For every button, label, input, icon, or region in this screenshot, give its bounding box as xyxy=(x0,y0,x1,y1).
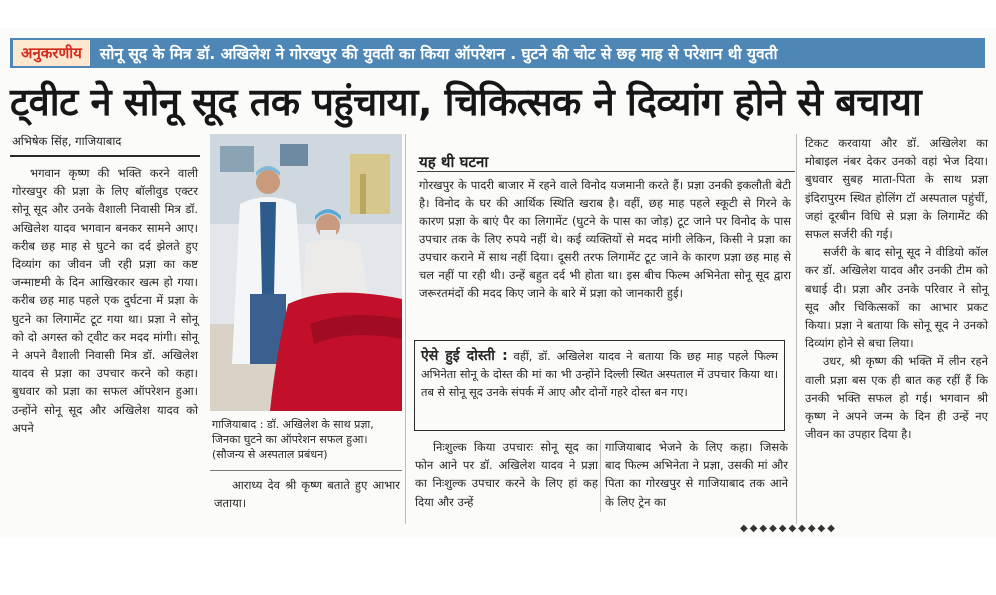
column-divider xyxy=(796,134,797,524)
kicker-bar xyxy=(10,38,985,68)
article-column-2 xyxy=(214,476,400,512)
article-column-3a xyxy=(415,438,598,511)
friendship-box-heading: ऐसे हुई दोस्ती : xyxy=(421,348,508,364)
friendship-box xyxy=(414,340,785,431)
column-4-paragraph: टिकट करवाया और डॉ. अखिलेश का मोबाइल नंबर देकर उनको वहां भेज दिया। बुधवार सुबह माता-पिता के साथ प्रज्ञा इंदिरापुरम स्थित होलिंग टॉ अस्पताल पहुंचीं, जहां दूरबीन विधि से प्रज्ञा के लिगामेंट की सफल सर्जरी की गई। xyxy=(805,136,988,242)
column-3b-text: गाजियाबाद भेजने के लिए कहा। जिसके बाद फिल्म अभिनेता ने प्रज्ञा, उसकी मां और पिता का गोरखपुर से गाजियाबाद तक आने के लिए ट्रेन का xyxy=(605,440,788,509)
section-heading: यह थी घटना xyxy=(419,153,489,171)
column-4-paragraph: सर्जरी के बाद सोनू सूद ने वीडियो कॉल कर डॉ. अखिलेश यादव और उनकी टीम को बधाई दी। प्रज्ञा और उनके परिवार ने सोनू सूद और चिकित्सकों का आभार प्रकट किया। प्रज्ञा ने बताया कि सोनू सूद ने उनको दिव्यांग होने से बचा लिया। xyxy=(805,245,988,351)
kicker-text: सोनू सूद के मित्र डॉ. अखिलेश ने गोरखपुर की युवती का किया ऑपरेशन . घुटने की चोट से छह माह से परेशान थी युवती xyxy=(99,45,778,63)
kicker-tag: अनुकरणीय xyxy=(13,40,90,66)
byline: अभिषेक सिंह, गाजियाबाद xyxy=(12,134,122,148)
column-divider xyxy=(405,134,406,524)
article-end-marker: ◆◆◆◆◆◆◆◆◆◆ xyxy=(740,523,837,534)
section-body xyxy=(419,176,791,302)
caption-rule xyxy=(210,470,402,471)
article-column-4 xyxy=(805,134,988,443)
byline-rule xyxy=(10,155,200,157)
news-photo xyxy=(210,134,402,411)
bottom-strip xyxy=(0,538,996,595)
article-column-3b xyxy=(605,438,788,511)
friendship-box-content xyxy=(421,347,778,402)
column-4-paragraph: उधर, श्री कृष्ण की भक्ति में लीन रहने वाली प्रज्ञा बस एक ही बात कह रहीं हैं कि उनकी भक्ति सफल हो गई। भगवान श्री कृष्ण ने अपने जन्म के दिन ही उन्हें नए जीवन का उपहार दिया है। xyxy=(805,354,988,442)
friendship-box-text: वहीं, डॉ. अखिलेश यादव ने बताया कि छह माह पहले फिल्म अभिनेता सोनू के दोस्त की मां का भी उन्होंने दिल्ली स्थित अस्पताल में उपचार किया था। तब से सोनू सूद उनके संपर्क में आए और दोनों गहरे दोस्त बन गए। xyxy=(421,350,778,399)
photo-doctor-patient-icon xyxy=(210,134,402,411)
photo-caption: गाजियाबाद : डॉ. अखिलेश के साथ प्रज्ञा, जिनका घुटने का ऑपरेशन सफल हुआ। (सौजन्य से अस्पताल प्रबंधन) xyxy=(212,418,374,461)
column-1-text: भगवान कृष्ण की भक्ति करने वाली गोरखपुर की प्रज्ञा के लिए बॉलीवुड एक्टर सोनू सूद और उनके वैशाली निवासी मित्र डॉ. अखिलेश यादव भगवान बनकर सामने आए। करीब छह माह से घुटने का दर्द झेलते हुए दिव्यांग का जीवन जी रही प्रज्ञा का कष्ट जन्माष्टमी के दिन आखिरकार खत्म हो गया। करीब छह माह पहले एक दुर्घटना में प्रज्ञा के घुटने का लिगामेंट टूट गया था। प्रज्ञा ने सोनू को दो अगस्त को ट्वीट कर मदद मांगी। सोनू ने अपने वैशाली निवासी मित्र डॉ. अखिलेश यादव से प्रज्ञा का उपचार करने को कहा। बुधवार को प्रज्ञा का सफल ऑपरेशन हुआ। उन्होंने सोनू सूद और अखिलेश यादव को अपने xyxy=(12,166,198,435)
column-divider xyxy=(600,440,601,512)
article-column-1 xyxy=(12,164,198,437)
top-strip xyxy=(0,0,996,28)
headline: ट्वीट ने सोनू सूद तक पहुंचाया, चिकित्सक ने दिव्यांग होने से बचाया xyxy=(10,80,922,124)
column-3a-text: निःशुल्क किया उपचारः सोनू सूद का फोन आने पर डॉ. अखिलेश यादव ने प्रज्ञा का निःशुल्क उपचार करने के लिए हां कह दिया और उन्हें xyxy=(415,440,598,509)
column-2-text: आराध्य देव श्री कृष्ण बताते हुए आभार जताया। xyxy=(214,478,400,511)
section-text: गोरखपुर के पादरी बाजार में रहने वाले विनोद यजमानी करते हैं। प्रज्ञा उनकी इकलौती बेटी है। विनोद के घर की आर्थिक स्थिति खराब है। वहीं, छह माह पहले स्कूटी से गिरने के कारण प्रज्ञा के बाएं पैर का लिगामेंट (घुटने के पास का जोड़) टूट जाने पर विनोद के पास उपचार तक के लिए रुपये नहीं थे। कई व्यक्तियों से मदद मांगी लेकिन, किसी ने प्रज्ञा का उपचार कराने में साथ नहीं दिया। दूसरी तरफ लिगामेंट टूट जाने के कारण प्रज्ञा छह माह से चल नहीं पा रही थी। उन्हें बहुत दर्द भी होता था। इस बीच फिल्म अभिनेता सोनू सूद द्वारा जरूरतमंदों की मदद किए जाने के बारे में प्रज्ञा को जानकारी हुई। xyxy=(419,178,791,300)
section-rule xyxy=(417,171,795,172)
